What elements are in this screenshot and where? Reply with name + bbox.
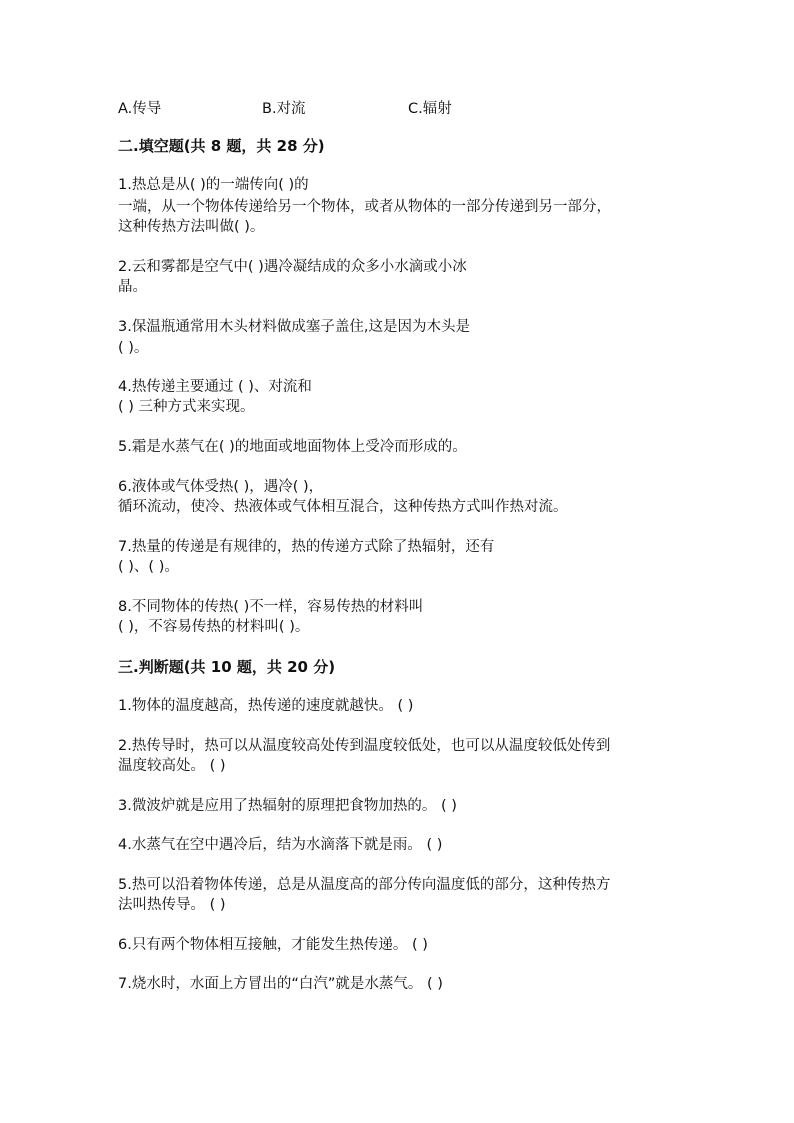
judge-q4: 4.水蒸气在空中遇冷后，结为水滴落下就是雨。 ( ) — [118, 837, 443, 853]
fill-q8-line1: 8.不同物体的传热( )不一样，容易传热的材料叫 — [118, 599, 424, 615]
fill-q7-line1: 7.热量的传递是有规律的，热的传递方式除了热辐射，还有 — [118, 539, 495, 555]
judge-q7: 7.烧水时，水面上方冒出的“白汽”就是水蒸气。 ( ) — [118, 976, 443, 992]
fill-q8-line2: ( )，不容易传热的材料叫( )。 — [118, 619, 310, 635]
fill-q1-line1: 1.热总是从( )的一端传向( )的 — [118, 177, 309, 193]
judge-q2-line2: 温度较高处。 ( ) — [118, 758, 226, 774]
judge-q3: 3.微波炉就是应用了热辐射的原理把食物加热的。 ( ) — [118, 798, 457, 814]
choice-a: A.传导 — [118, 101, 162, 117]
fill-q2-line2: 晶。 — [118, 279, 147, 295]
fill-q6-line1: 6.液体或气体受热( )，遇冷( )， — [118, 479, 324, 495]
judge-q1: 1.物体的温度越高，热传递的速度就越快。 ( ) — [118, 698, 414, 714]
choice-b: B.对流 — [262, 101, 306, 117]
judge-q2-line1: 2.热传导时，热可以从温度较高处传到温度较低处，也可以从温度较低处传到 — [118, 738, 611, 754]
judge-q5-line1: 5.热可以沿着物体传递，总是从温度高的部分传向温度低的部分，这种传热方 — [118, 877, 611, 893]
judge-q6: 6.只有两个物体相互接触，才能发生热传递。 ( ) — [118, 937, 428, 953]
fill-q7-line2: ( )、( )。 — [118, 559, 179, 575]
fill-q6-line2: 循环流动，使冷、热液体或气体相互混合，这种传热方式叫作热对流。 — [118, 499, 568, 515]
section-2-title: 二.填空题(共 8 题，共 28 分) — [118, 137, 325, 155]
section-3-title: 三.判断题(共 10 题，共 20 分) — [118, 658, 336, 676]
judge-q5-line2: 法叫热传导。 ( ) — [118, 897, 226, 913]
fill-q3-line1: 3.保温瓶通常用木头材料做成塞子盖住,这是因为木头是 — [118, 319, 470, 335]
fill-q5-line1: 5.霜是水蒸气在( )的地面或地面物体上受冷而形成的。 — [118, 439, 467, 455]
fill-q1-line3: 这种传热方法叫做( )。 — [118, 219, 265, 235]
fill-q4-line1: 4.热传递主要通过 ( )、对流和 — [118, 379, 312, 395]
fill-q2-line1: 2.云和雾都是空气中( )遇冷凝结成的众多小水滴或小冰 — [118, 259, 467, 275]
fill-q4-line2: ( ) 三种方式来实现。 — [118, 399, 255, 415]
fill-q1-line2: 一端，从一个物体传递给另一个物体，或者从物体的一部分传递到另一部分， — [118, 199, 611, 215]
fill-q3-line2: ( )。 — [118, 340, 149, 356]
choice-c: C.辐射 — [408, 101, 452, 117]
